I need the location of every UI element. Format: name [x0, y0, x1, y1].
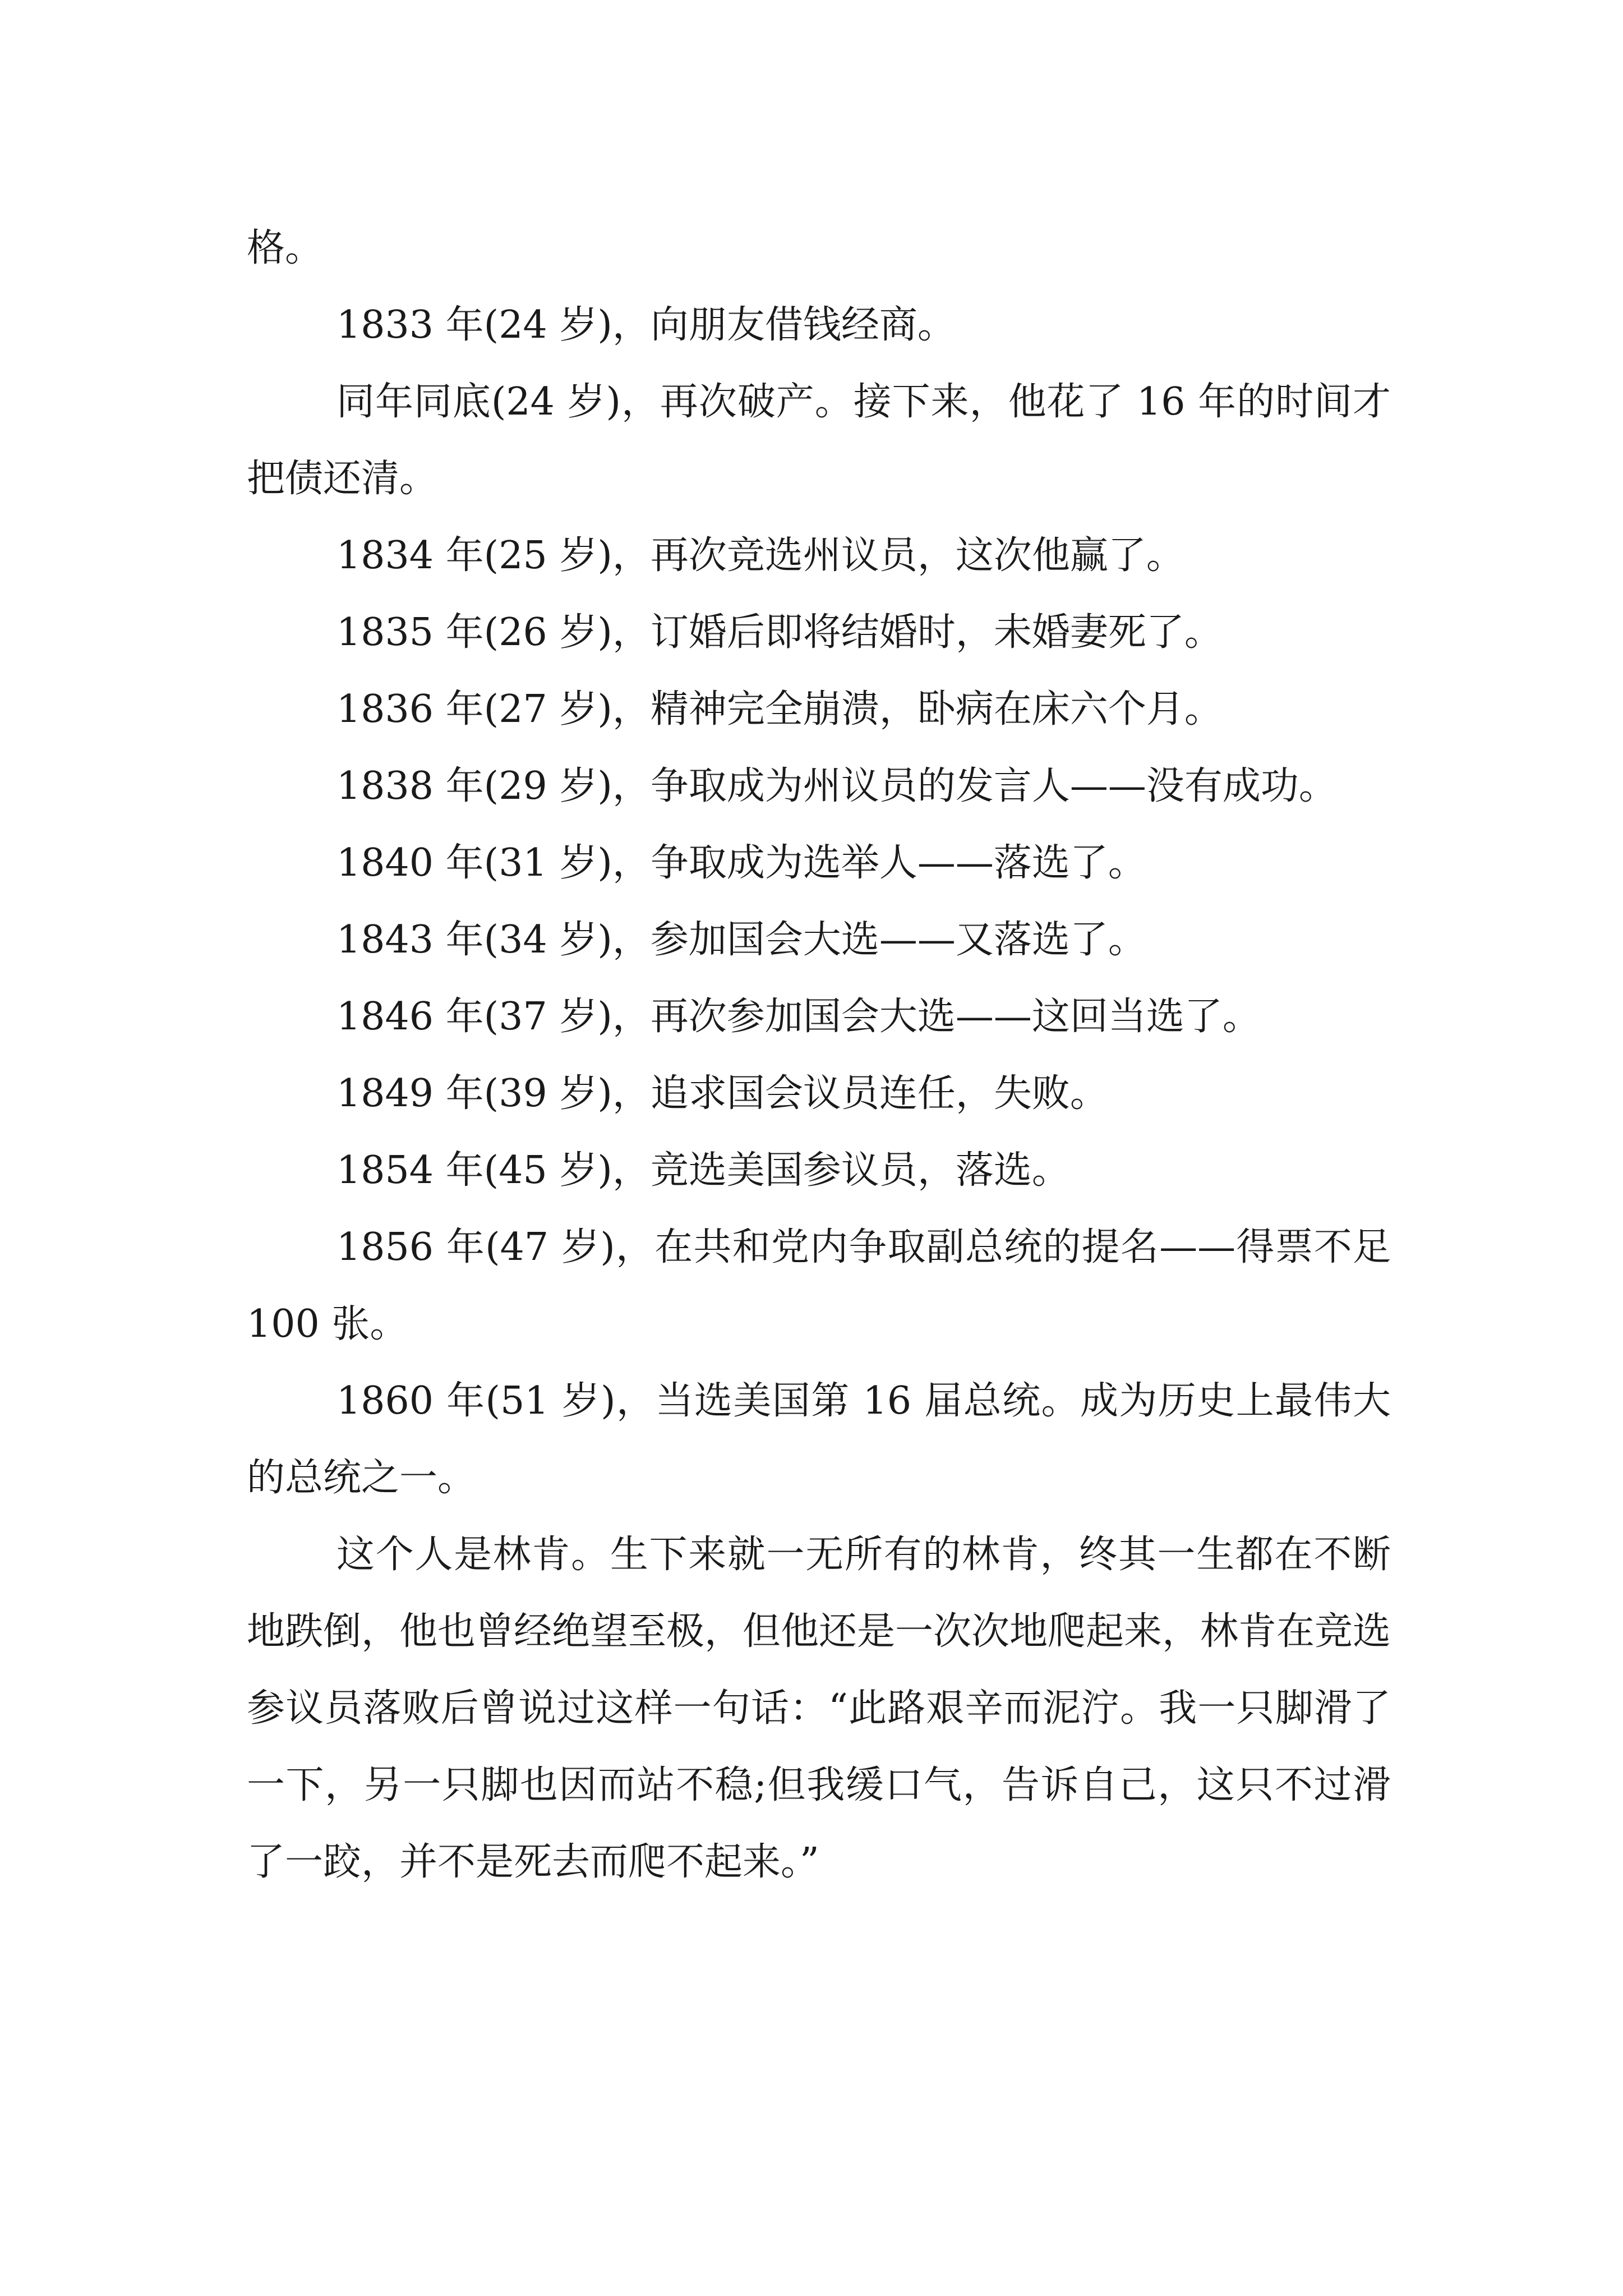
paragraph-1836: 1836 年(27 岁)，精神完全崩溃，卧病在床六个月。 — [336, 687, 1223, 731]
paragraph-1846: 1846 年(37 岁)，再次参加国会大选——这回当选了。 — [336, 995, 1261, 1039]
paragraph-1833: 1833 年(24 岁)，向朋友借钱经商。 — [336, 303, 956, 347]
paragraph-1838: 1838 年(29 岁)，争取成为州议员的发言人——没有成功。 — [336, 764, 1337, 808]
paragraph-1854: 1854 年(45 岁)，竞选美国参议员，落选。 — [336, 1148, 1070, 1193]
paragraph-1835: 1835 年(26 岁)，订婚后即将结婚时，未婚妻死了。 — [336, 610, 1223, 655]
paragraph-1860: 1860 年(51 岁)，当选美国第 16 届总统。成为历史上最伟大的总统之一。 — [247, 1379, 1391, 1500]
paragraph-1834: 1834 年(25 岁)，再次竞选州议员，这次他赢了。 — [336, 533, 1184, 578]
paragraph-1843: 1843 年(34 岁)，参加国会大选——又落选了。 — [336, 918, 1146, 962]
paragraph-1856: 1856 年(47 岁)，在共和党内争取副总统的提名——得票不足 100 张。 — [247, 1225, 1391, 1346]
paragraph-same-year: 同年同底(24 岁)，再次破产。接下来，他花了 16 年的时间才把债还清。 — [247, 380, 1391, 501]
document-body — [247, 210, 1391, 1901]
paragraph-1840: 1840 年(31 岁)，争取成为选举人——落选了。 — [336, 841, 1146, 885]
paragraph-lincoln-summary: 这个人是林肯。生下来就一无所有的林肯，终其一生都在不断地跌倒，他也曾经绝望至极，但他还是一次次地爬起来，林肯在竞选参议员落败后曾说过这样一句话：“此路艰辛而泥泞。我一只脚滑了一下，另一只脚也因而站不稳;但我缓口气，告诉自己，这只不过滑了一跤，并不是死去而爬不起来。” — [247, 1533, 1391, 1884]
paragraph-1849: 1849 年(39 岁)，追求国会议员连任，失败。 — [336, 1071, 1108, 1116]
paragraph-continuation: 格。 — [247, 226, 324, 270]
